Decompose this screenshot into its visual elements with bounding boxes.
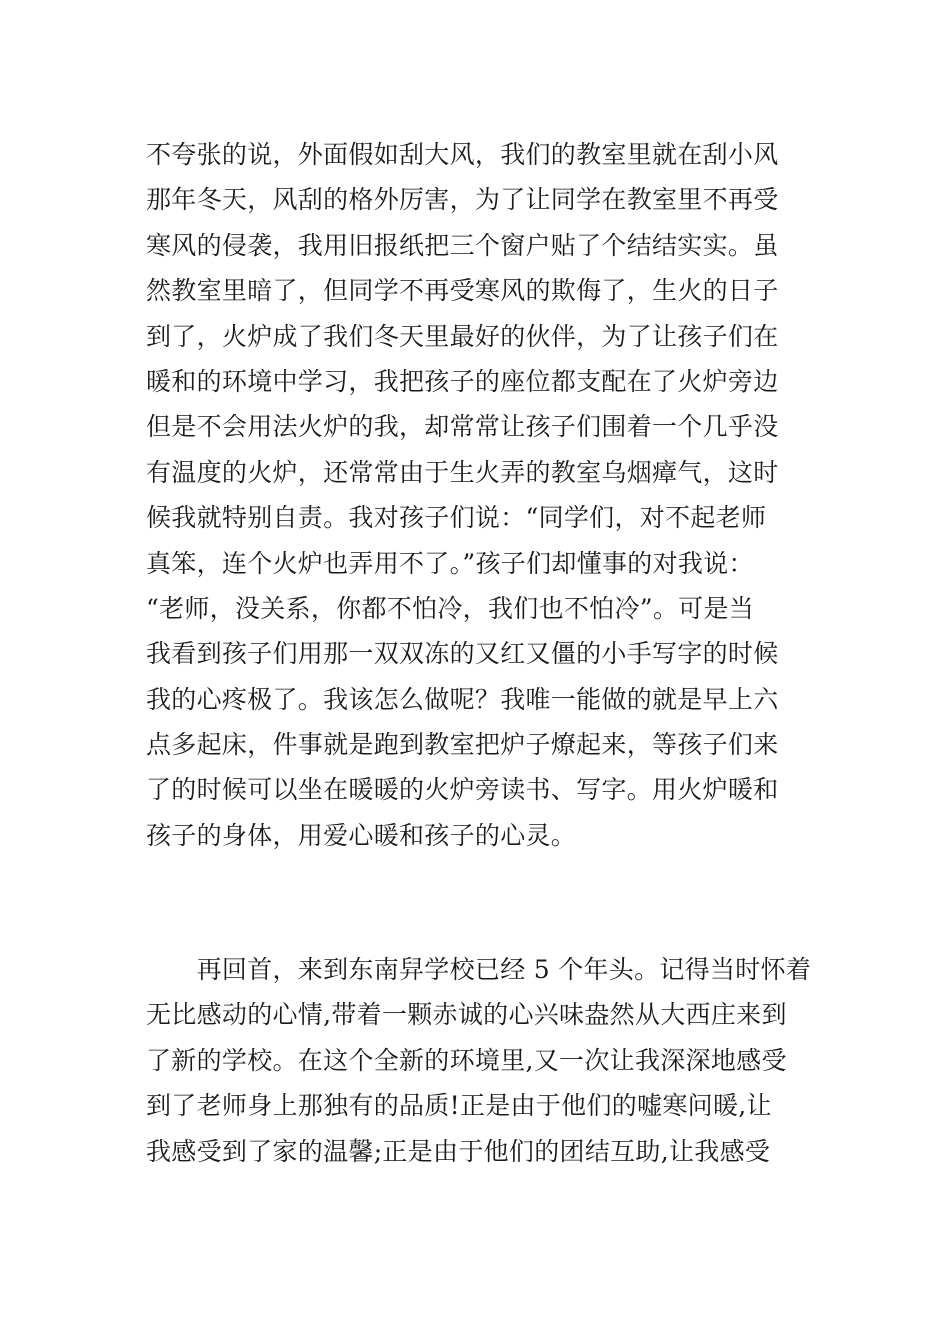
paragraph-line: 了的时候可以坐在暖暖的火炉旁读书、写字。用火炉暖和 [146,775,779,805]
paragraph-line: 我感受到了家的温馨;正是由于他们的团结互助,让我感受 [146,1136,771,1166]
paragraph-line: 真笨，连个火炉也弄用不了。”孩子们却懂事的对我说： [146,548,754,578]
paragraph-line: 无比感动的心情,带着一颗赤诚的心兴味盎然从大西庄来到 [146,1000,787,1030]
paragraph-line: 到了老师身上那独有的品质!正是由于他们的嘘寒问暖,让 [146,1091,772,1121]
paragraph-line: 有温度的火炉，还常常由于生火弄的教室乌烟瘴气，这时 [146,457,779,487]
paragraph-line: “老师，没关系，你都不怕冷，我们也不怕冷”。可是当 [146,593,755,623]
paragraph-line: 我的心疼极了。我该怎么做呢？我唯一能做的就是早上六 [146,684,779,714]
paragraph-2 [146,947,826,1174]
paragraph-line: 了新的学校。在这个全新的环境里,又一次让我深深地感受 [146,1045,787,1075]
paragraph-line: 暖和的环境中学习，我把孩子的座位都支配在了火炉旁边 [146,366,779,396]
paragraph-line: 我看到孩子们用那一双双冻的又红又僵的小手写字的时候 [146,639,779,669]
paragraph-line: 但是不会用法火炉的我，却常常让孩子们围着一个几乎没 [146,412,779,442]
paragraph-line: 再回首，来到东南舁学校已经 5 个年头。记得当时怀着 [146,955,812,984]
paragraph-line: 不夸张的说，外面假如刮大风，我们的教室里就在刮小风 [146,140,779,169]
paragraph-line: 那年冬天，风刮的格外厉害，为了让同学在教室里不再受 [146,185,779,215]
paragraph-line: 候我就特别自责。我对孩子们说：“同学们，对不起老师 [146,503,767,533]
paragraph-line: 寒风的侵袭，我用旧报纸把三个窗户贴了个结结实实。虽 [146,230,779,260]
paragraph-1 [146,132,826,858]
paragraph-line: 然教室里暗了，但同学不再受寒风的欺侮了，生火的日子 [146,276,779,306]
paragraph-line: 点多起床，件事就是跑到教室把炉子燎起来，等孩子们来 [146,730,779,760]
paragraph-line: 孩子的身体，用爱心暖和孩子的心灵。 [146,820,577,850]
paragraph-line: 到了，火炉成了我们冬天里最好的伙伴，为了让孩子们在 [146,321,779,351]
